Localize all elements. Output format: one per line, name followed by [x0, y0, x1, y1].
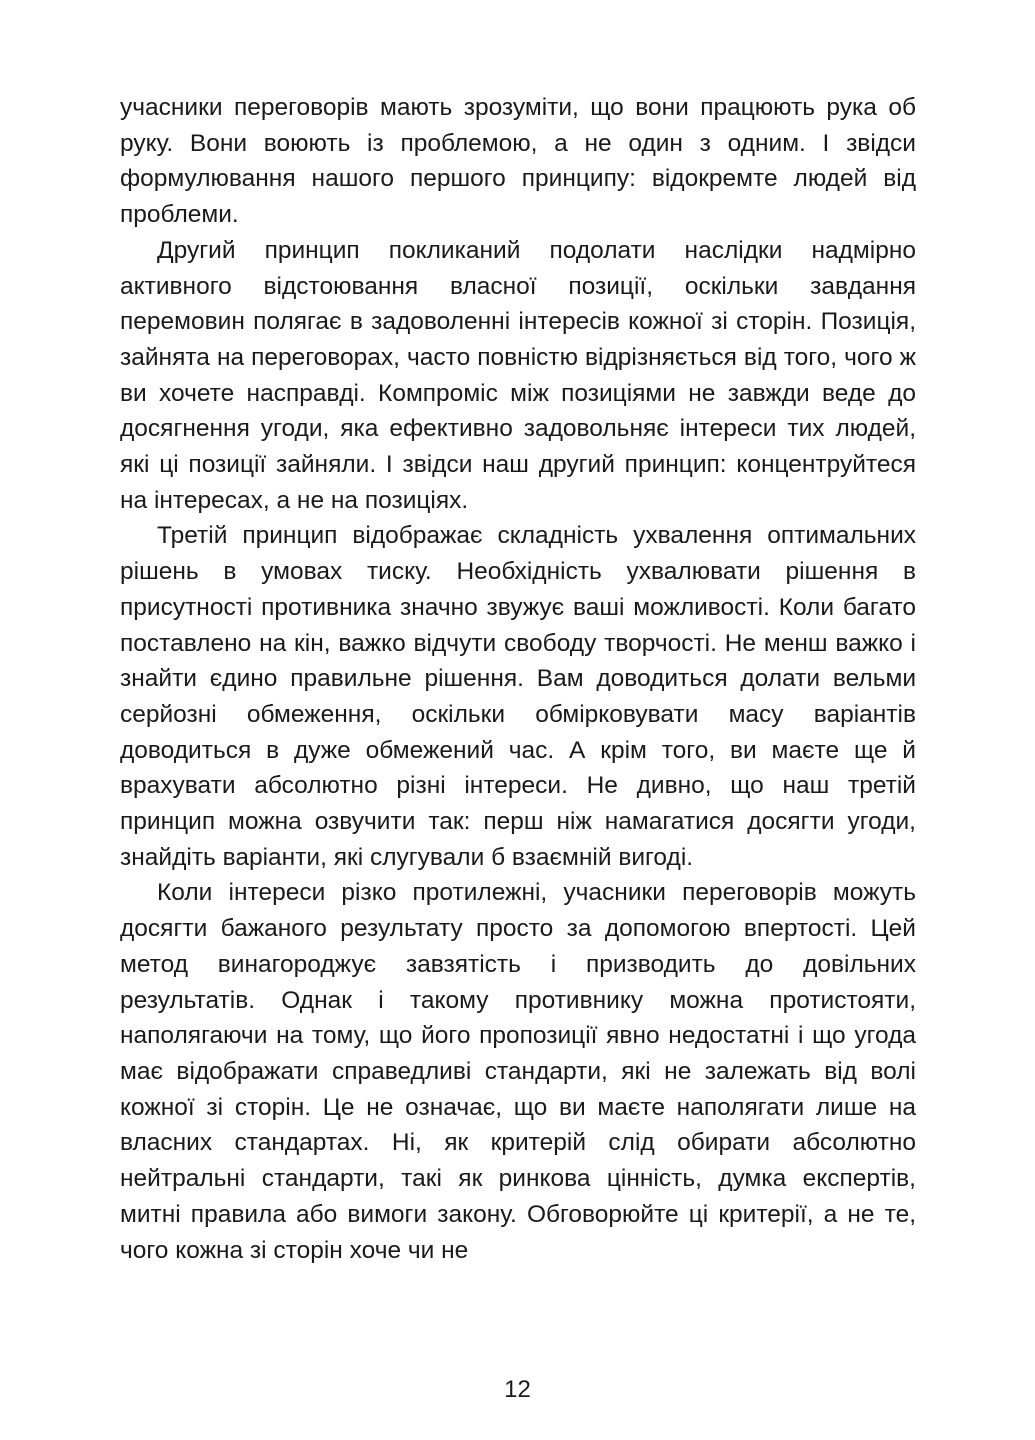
paragraph-second-principle: Другий принцип покликаний подолати наслідки надмірно активного відстоювання власної позиції, оскільки завдання перемовин полягає в задоволенні інтересів кожної зі сторін. Позиція, зайнята на переговорах, часто повністю відрізняється від того, чого ж ви хочете насправді. Компроміс між позиціями не завжди веде до досягнення угоди, яка ефективно задовольняє інтереси тих людей, які ці позиції зайняли. І звідси наш другий принцип: концентруйтеся на інтересах, а не на позиціях. — [120, 236, 916, 514]
page-body — [120, 90, 916, 1350]
paragraph-continuation: учасники переговорів мають зрозуміти, що вони працюють рука об руку. Вони воюють із проблемою, а не один з одним. І звідси формулювання нашого першого принципу: відокремте людей від проблеми. — [120, 94, 916, 229]
paragraph-third-principle: Третій принцип відображає складність ухвалення оптимальних рішень в умовах тиску. Необхідність ухвалювати рішення в присутності противника значно звужує ваші можливості. Коли багато поставлено на кін, важко відчути свободу творчості. Не менш важко і знайти єдино правильне рішення. Вам доводиться долати вельми серйозні обмеження, оскільки обмірковувати масу варіантів доводиться в дуже обмежений час. А крім того, ви маєте ще й врахувати абсолютно різні інтереси. Не дивно, що наш третій принцип можна озвучити так: перш ніж намагатися досягти угоди, знайдіть варіанти, які слугували б взаємній вигоді. — [120, 522, 916, 871]
page-number: 12 — [504, 1376, 531, 1403]
paragraph-fourth-principle: Коли інтереси різко протилежні, учасники переговорів можуть досягти бажаного результату просто за допомогою впертості. Цей метод винагороджує завзятість і призводить до довільних результатів. Однак і такому противнику можна протистояти, наполягаючи на тому, що його пропозиції явно недостатні і що угода має відображати справедливі стандарти, які не залежать від волі кожної зі сторін. Це не означає, що ви маєте наполягати лише на власних стандартах. Ні, як критерій слід обирати абсолютно нейтральні стандарти, такі як ринкова цінність, думка експертів, митні правила або вимоги закону. Обговорюйте ці критерії, а не те, чого кожна зі сторін хоче чи не — [120, 879, 916, 1264]
